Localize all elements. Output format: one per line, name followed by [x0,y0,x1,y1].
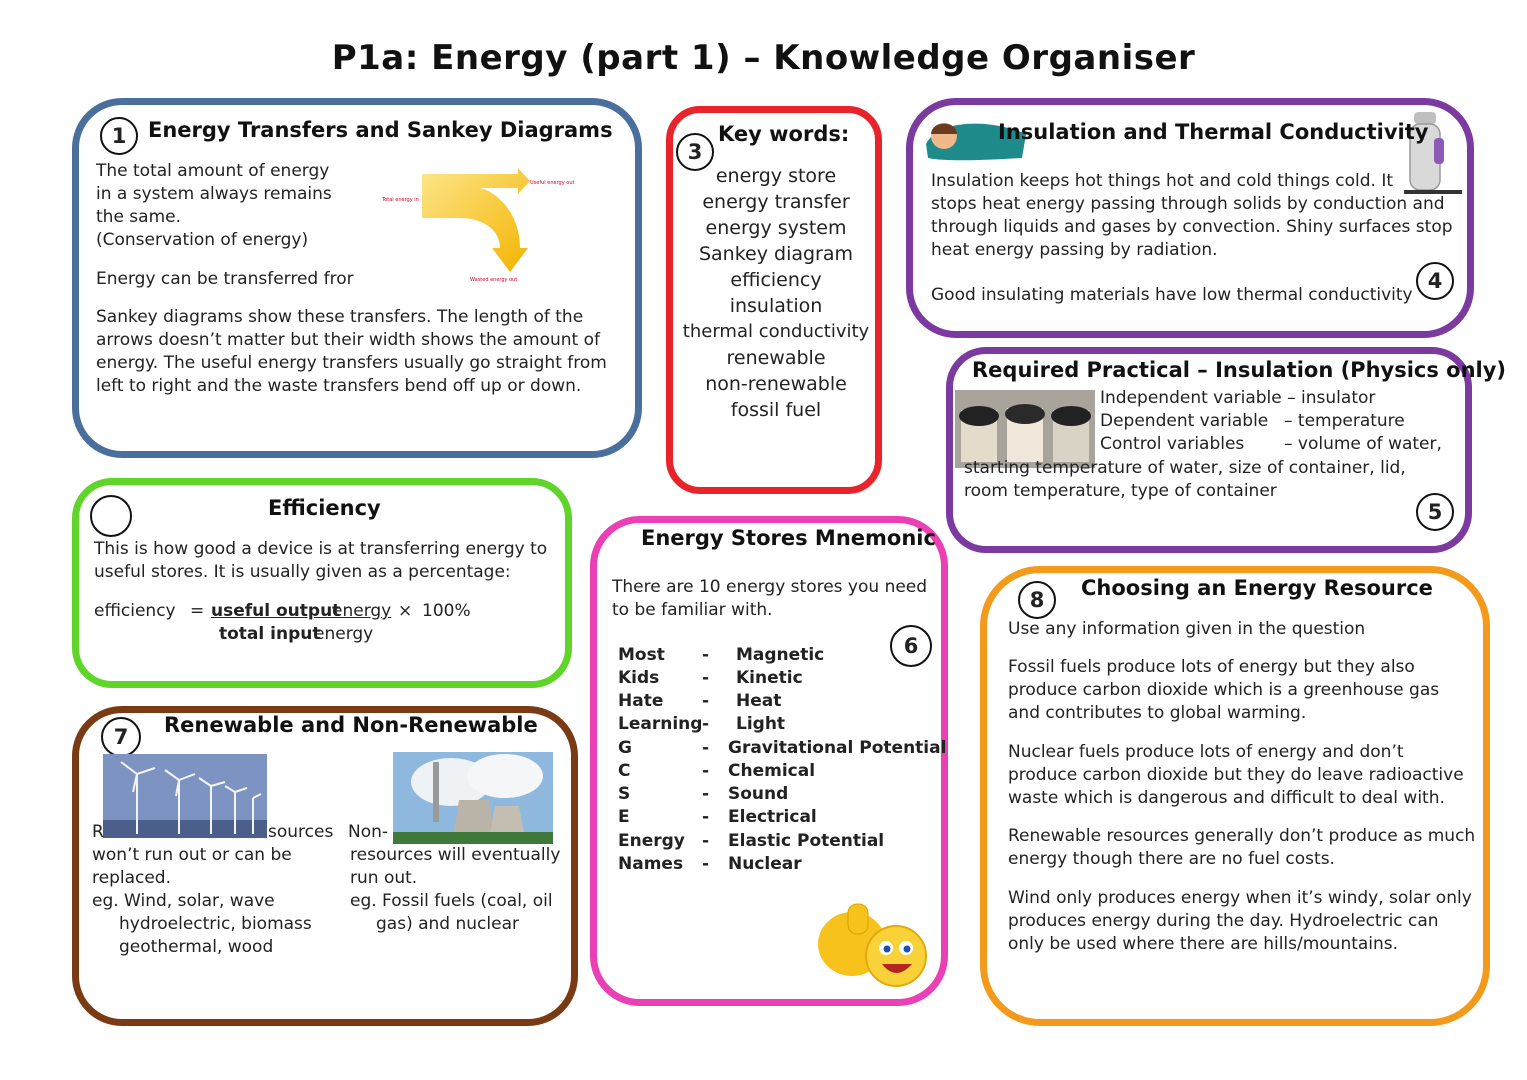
section-heading: Efficiency [268,496,381,520]
text-line: useful stores. It is usually given as a percentage: [94,562,511,582]
key-word: efficiency [730,269,822,291]
mnemonic-dash: - [702,761,710,781]
mnemonic-word: Energy [618,831,685,851]
sankey-diagram [370,168,580,288]
mnemonic-store: Elastic Potential [728,831,885,851]
text-line: Independent variable – insulator [1100,388,1376,408]
section-number-4: 4 [1416,262,1454,300]
text-line: Nuclear fuels produce lots of energy and don’t [1008,742,1404,762]
text-line: run out. [350,868,418,888]
section-heading: Energy Stores Mnemonic [641,526,936,550]
text-line: waste which is dangerous and difficult to deal with. [1008,788,1445,808]
key-word: fossil fuel [730,399,822,421]
text-line: starting temperature of water, size of container, lid, [964,458,1406,478]
text-line: Use any information given in the question [1008,619,1366,639]
section-number-8: 8 [1018,581,1056,619]
mnemonic-store: Electrical [728,807,817,827]
text-line: only be used where there are hills/mountains. [1008,934,1399,954]
mnemonic-dash: - [702,714,710,734]
mnemonic-word: Names [618,854,684,874]
text-line: won’t run out or can be [92,845,292,865]
text-line: Insulation keeps hot things hot and cold things cold. It [931,171,1394,191]
mnemonic-dash: - [702,738,710,758]
wind-turbines-photo [103,754,267,838]
power-station-photo [393,752,553,844]
section-number-5: 5 [1416,493,1454,531]
section-number-6: 6 [890,625,932,667]
mnemonic-dash: - [702,691,710,711]
section-number-7: 7 [101,717,141,757]
text-line: energy though there are no fuel costs. [1008,849,1335,869]
text-line: R [92,822,104,842]
mnemonic-word: Kids [618,668,660,688]
mnemonic-word: C [618,761,631,781]
text-line: geothermal, wood [119,937,274,957]
section-number-2 [90,495,132,537]
section-number-3: 3 [676,133,714,171]
text-line: – temperature [1284,411,1405,431]
mnemonic-word: E [618,807,630,827]
formula-numerator: energy [332,601,392,621]
text-line: eg. Fossil fuels (coal, oil [350,891,553,911]
mnemonic-store: Sound [728,784,789,804]
text-line: heat energy passing by radiation. [931,240,1218,260]
text-line: Sankey diagrams show these transfers. The length of the [96,307,584,327]
text-line: Non- [348,822,389,842]
mnemonic-store: Nuclear [728,854,802,874]
text-line: replaced. [92,868,172,888]
key-words-list [671,163,881,433]
mnemonic-store: Kinetic [736,668,803,688]
text-line: (Conservation of energy) [96,230,309,250]
mnemonic-word: Learning [618,714,703,734]
mnemonic-store: Gravitational Potential [728,738,947,758]
mnemonic-word: G [618,738,632,758]
mnemonic-dash: - [702,784,710,804]
text-line: energy. The useful energy transfers usually go straight from [96,353,607,373]
mnemonic-store: Heat [736,691,782,711]
mnemonic-word: S [618,784,631,804]
text-line: left to right and the waste transfers bend off up or down. [96,376,582,396]
text-line: Renewable resources generally don’t produce as much [1008,826,1476,846]
text-line: produces energy during the day. Hydroelectric can [1008,911,1439,931]
text-line: eg. Wind, solar, wave [92,891,275,911]
section-heading: Energy Transfers and Sankey Diagrams [148,118,613,142]
mnemonic-store: Chemical [728,761,816,781]
text-line: Energy can be transferred fror [96,269,354,289]
mnemonic-word: Most [618,645,665,665]
text-line: produce carbon dioxide but they do leave radioactive [1008,765,1464,785]
text-line: There are 10 energy stores you need [612,577,928,597]
mnemonic-dash: - [702,668,710,688]
text-line: gas) and nuclear [376,914,519,934]
key-word: energy transfer [702,191,850,213]
text-line: hydroelectric, biomass [119,914,312,934]
text-line: stops heat energy passing through solids by conduction and [931,194,1445,214]
text-line: produce carbon dioxide which is a greenhouse gas [1008,680,1440,700]
sankey-useful-label: Useful energy out [530,180,575,186]
text-line: to be familiar with. [612,600,773,620]
formula-denominator-bold: total input [219,624,321,644]
key-word: Sankey diagram [698,243,854,265]
section-heading: Key words: [718,122,850,146]
page-title: P1a: Energy (part 1) – Knowledge Organiser [331,38,1196,78]
formula-numerator-bold: useful output [211,601,341,621]
mnemonic-dash: - [702,831,710,851]
sankey-input-label: Total energy in [382,197,419,203]
text-line: This is how good a device is at transferring energy to [94,539,548,559]
text-line: The total amount of energy [96,161,330,181]
section-heading: Choosing an Energy Resource [1081,576,1433,600]
mnemonic-store: Magnetic [736,645,825,665]
text-line: arrows doesn’t matter but their width shows the amount of [96,330,600,350]
mnemonic-store: Light [736,714,786,734]
key-word: non-renewable [705,373,847,395]
text-line: – volume of water, [1284,434,1442,454]
section-heading: Renewable and Non-Renewable [164,713,538,737]
text-line: Fossil fuels produce lots of energy but they also [1008,657,1415,677]
text-line: Dependent variable [1100,411,1269,431]
text-line: Wind only produces energy when it’s windy, solar only [1008,888,1472,908]
section-number-1: 1 [100,117,138,155]
text-line: the same. [96,207,181,227]
text-line: through liquids and gases by convection. Shiny surfaces stop [931,217,1453,237]
key-word: thermal conductivity [682,321,870,342]
sankey-wasted-label: Wasted energy out [470,277,518,283]
text-line: Good insulating materials have low thermal conductivity [931,285,1413,305]
text-line: Control variables [1100,434,1245,454]
key-word: insulation [729,295,823,317]
section-heading: Required Practical – Insulation (Physics only) [972,358,1507,382]
formula-times: × [398,601,413,621]
formula-lhs: efficiency [94,601,176,621]
formula-denominator: energy [314,624,374,644]
section-heading: Insulation and Thermal Conductivity [998,120,1429,144]
key-word: renewable [726,347,826,369]
key-word: energy store [715,165,837,187]
thumbs-up-emoji-icon [808,900,930,992]
text-line: in a system always remains [96,184,332,204]
text-line: and contributes to global warming. [1008,703,1307,723]
formula-equals: = [190,601,205,621]
key-word: energy system [705,217,847,239]
mnemonic-word: Hate [618,691,664,711]
mnemonic-dash: - [702,645,710,665]
text-line: sources [268,822,334,842]
formula-percent: 100% [422,601,471,621]
text-line: resources will eventually [350,845,561,865]
mnemonic-dash: - [702,807,710,827]
mnemonic-dash: - [702,854,710,874]
text-line: room temperature, type of container [964,481,1277,501]
